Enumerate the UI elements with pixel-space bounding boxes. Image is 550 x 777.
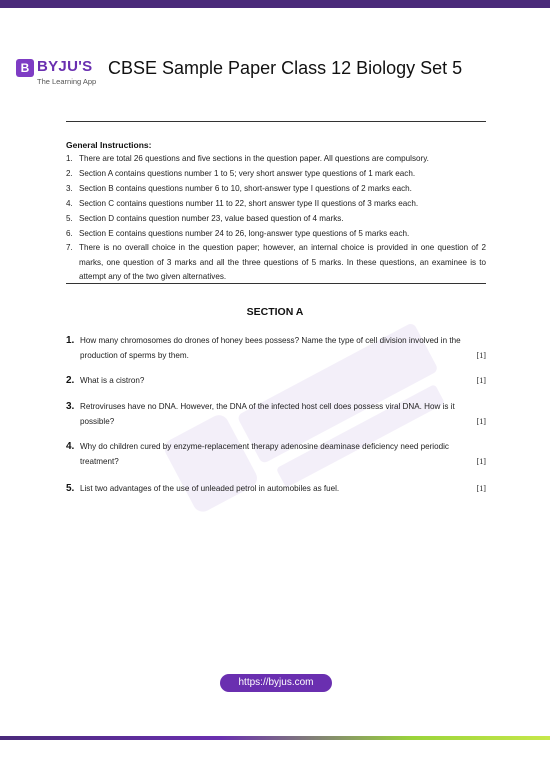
instruction-text: Section D contains question number 23, value based question of 4 marks.: [79, 213, 344, 223]
instructions-heading: General Instructions:: [66, 140, 152, 150]
instruction-item: [66, 197, 486, 211]
instruction-text: Section C contains questions number 11 to 22, short answer type II questions of 3 marks each.: [79, 198, 419, 208]
logo-wordmark: BYJU'S: [37, 58, 93, 75]
instruction-number: 7.: [66, 243, 73, 253]
question-text: List two advantages of the use of unleaded petrol in automobiles as fuel.: [80, 484, 340, 493]
instruction-text: Section A contains questions number 1 to 5; very short answer type questions of 1 mark each.: [79, 168, 416, 178]
question-number: 4.: [66, 441, 75, 452]
instruction-item: [66, 227, 486, 241]
instructions-list: [66, 152, 486, 285]
question-number: 5.: [66, 483, 75, 494]
byjus-logo: [16, 56, 98, 86]
question-item: [66, 400, 486, 429]
divider-bottom: [66, 283, 486, 284]
instruction-number: 2.: [66, 168, 73, 178]
logo-tagline: The Learning App: [37, 77, 97, 86]
instruction-number: 5.: [66, 213, 73, 223]
website-link[interactable]: https://byjus.com: [220, 674, 332, 692]
question-text: Why do children cured by enzyme-replacement therapy adenosine deaminase deficiency need periodic treatment?: [80, 442, 449, 466]
logo-b-icon: B: [16, 59, 34, 77]
question-item: [66, 374, 486, 389]
page-title: CBSE Sample Paper Class 12 Biology Set 5: [108, 58, 463, 78]
divider-top: [66, 121, 486, 122]
question-number: 1.: [66, 335, 75, 346]
instruction-text: There is no overall choice in the question paper; however, an internal choice is provided in one question of 2 marks, one question of 3 marks and all the three questions of 5 marks. In these questions, an examinee is to attempt any of the two given alternatives.: [79, 243, 486, 282]
question-number: 3.: [66, 401, 75, 412]
question-marks: [1]: [476, 376, 486, 385]
question-marks: [1]: [476, 350, 486, 360]
instruction-item: [66, 152, 486, 166]
section-a-heading: SECTION A: [246, 306, 304, 318]
instruction-text: Section E contains questions number 24 to 26, long-answer type questions of 5 marks each.: [79, 228, 410, 238]
instruction-number: 6.: [66, 228, 73, 238]
top-color-bar: [0, 0, 550, 8]
question-text: Retroviruses have no DNA. However, the DNA of the infected host cell does possess viral DNA. How is it possible?: [80, 402, 455, 426]
question-item: [66, 334, 486, 363]
instruction-item: [66, 212, 486, 226]
instruction-number: 3.: [66, 183, 73, 193]
question-text: What is a cistron?: [80, 376, 145, 385]
question-text: How many chromosomes do drones of honey bees possess? Name the type of cell division involved in the production of sperms by them.: [80, 336, 461, 360]
instruction-text: There are total 26 questions and five sections in the question paper. All questions are compulsory.: [79, 154, 429, 163]
question-item: [66, 440, 486, 469]
instruction-number: 4.: [66, 198, 73, 208]
instruction-item: [66, 241, 486, 284]
page-header: [16, 56, 536, 86]
instruction-item: [66, 182, 486, 196]
question-marks: [1]: [476, 456, 486, 466]
instruction-text: Section B contains questions number 6 to 10, short-answer type I questions of 2 marks each.: [79, 183, 412, 193]
question-item: [66, 482, 486, 497]
question-marks: [1]: [476, 484, 486, 493]
question-number: 2.: [66, 375, 75, 386]
question-marks: [1]: [476, 416, 486, 426]
instruction-item: [66, 167, 486, 181]
bottom-color-bar: [0, 736, 550, 740]
instruction-number: 1.: [66, 154, 73, 163]
